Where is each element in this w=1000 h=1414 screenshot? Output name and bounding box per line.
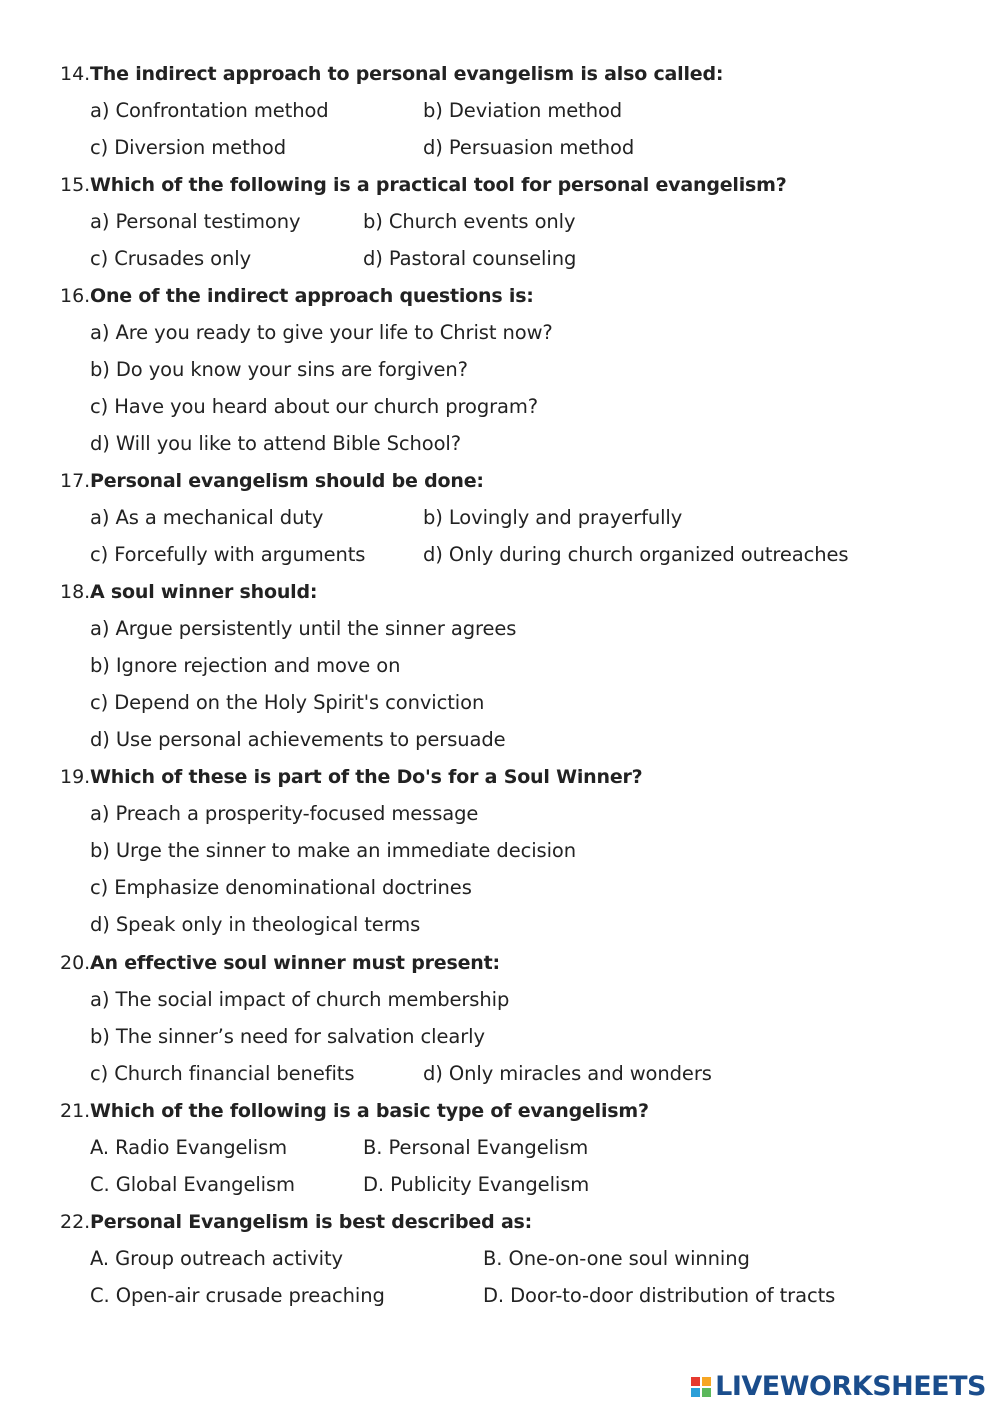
question-number: 22.: [60, 1211, 91, 1233]
option-21c[interactable]: C. Global Evangelism: [90, 1173, 295, 1196]
option-14d[interactable]: d) Persuasion method: [423, 136, 635, 159]
question-text: Personal Evangelism is best described as:: [90, 1211, 533, 1233]
option-19a[interactable]: a) Preach a prosperity-focused message: [90, 802, 479, 825]
question-21: [60, 1099, 649, 1123]
question-17: [60, 469, 484, 493]
option-16b[interactable]: b) Do you know your sins are forgiven?: [90, 358, 468, 381]
question-20: [60, 951, 500, 975]
option-19d[interactable]: d) Speak only in theological terms: [90, 913, 421, 936]
brand-name: LIVEWORKSHEETS: [715, 1371, 986, 1402]
option-14a[interactable]: a) Confrontation method: [90, 99, 329, 122]
option-22c[interactable]: C. Open-air crusade preaching: [90, 1284, 385, 1307]
option-15c[interactable]: c) Crusades only: [90, 247, 252, 270]
question-16: [60, 284, 534, 308]
question-text: One of the indirect approach questions is:: [90, 285, 534, 307]
option-15a[interactable]: a) Personal testimony: [90, 210, 301, 233]
question-number: 21.: [60, 1100, 91, 1122]
option-22a[interactable]: A. Group outreach activity: [90, 1247, 343, 1270]
question-text: A soul winner should:: [90, 581, 318, 603]
question-19: [60, 765, 643, 789]
liveworksheets-logo: [691, 1371, 986, 1402]
question-22: [60, 1210, 532, 1234]
question-number: 20.: [60, 952, 91, 974]
option-21d[interactable]: D. Publicity Evangelism: [363, 1173, 590, 1196]
option-21a[interactable]: A. Radio Evangelism: [90, 1136, 288, 1159]
question-14: [60, 62, 723, 86]
question-number: 14.: [60, 63, 91, 85]
option-20c[interactable]: c) Church financial benefits: [90, 1062, 355, 1085]
logo-square-blue: [691, 1388, 700, 1397]
option-15d[interactable]: d) Pastoral counseling: [363, 247, 577, 270]
option-16d[interactable]: d) Will you like to attend Bible School?: [90, 432, 461, 455]
option-17b[interactable]: b) Lovingly and prayerfully: [423, 506, 683, 529]
question-text: The indirect approach to personal evangelism is also called:: [90, 63, 724, 85]
option-22d[interactable]: D. Door-to-door distribution of tracts: [483, 1284, 836, 1307]
question-text: Which of these is part of the Do's for a Soul Winner?: [90, 766, 643, 788]
option-14b[interactable]: b) Deviation method: [423, 99, 623, 122]
question-number: 15.: [60, 174, 91, 196]
option-18c[interactable]: c) Depend on the Holy Spirit's conviction: [90, 691, 485, 714]
option-18b[interactable]: b) Ignore rejection and move on: [90, 654, 401, 677]
question-number: 17.: [60, 470, 91, 492]
logo-square-red: [691, 1377, 700, 1386]
option-20b[interactable]: b) The sinner’s need for salvation clearly: [90, 1025, 485, 1048]
question-text: Which of the following is a practical tool for personal evangelism?: [90, 174, 787, 196]
question-text: Which of the following is a basic type of evangelism?: [90, 1100, 649, 1122]
option-20d[interactable]: d) Only miracles and wonders: [423, 1062, 712, 1085]
option-21b[interactable]: B. Personal Evangelism: [363, 1136, 589, 1159]
question-number: 18.: [60, 581, 91, 603]
question-15: [60, 173, 787, 197]
question-text: Personal evangelism should be done:: [90, 470, 484, 492]
logo-grid-icon: [691, 1377, 711, 1397]
question-number: 16.: [60, 285, 91, 307]
option-19c[interactable]: c) Emphasize denominational doctrines: [90, 876, 472, 899]
option-20a[interactable]: a) The social impact of church membership: [90, 988, 510, 1011]
option-16c[interactable]: c) Have you heard about our church program?: [90, 395, 539, 418]
option-17c[interactable]: c) Forcefully with arguments: [90, 543, 366, 566]
question-number: 19.: [60, 766, 91, 788]
option-18d[interactable]: d) Use personal achievements to persuade: [90, 728, 506, 751]
option-17a[interactable]: a) As a mechanical duty: [90, 506, 324, 529]
option-17d[interactable]: d) Only during church organized outreaches: [423, 543, 849, 566]
logo-square-green: [702, 1388, 711, 1397]
option-18a[interactable]: a) Argue persistently until the sinner agrees: [90, 617, 517, 640]
option-14c[interactable]: c) Diversion method: [90, 136, 286, 159]
option-16a[interactable]: a) Are you ready to give your life to Christ now?: [90, 321, 553, 344]
logo-square-orange: [702, 1377, 711, 1386]
option-19b[interactable]: b) Urge the sinner to make an immediate decision: [90, 839, 577, 862]
option-22b[interactable]: B. One-on-one soul winning: [483, 1247, 750, 1270]
question-18: [60, 580, 317, 604]
option-15b[interactable]: b) Church events only: [363, 210, 576, 233]
question-text: An effective soul winner must present:: [90, 952, 500, 974]
